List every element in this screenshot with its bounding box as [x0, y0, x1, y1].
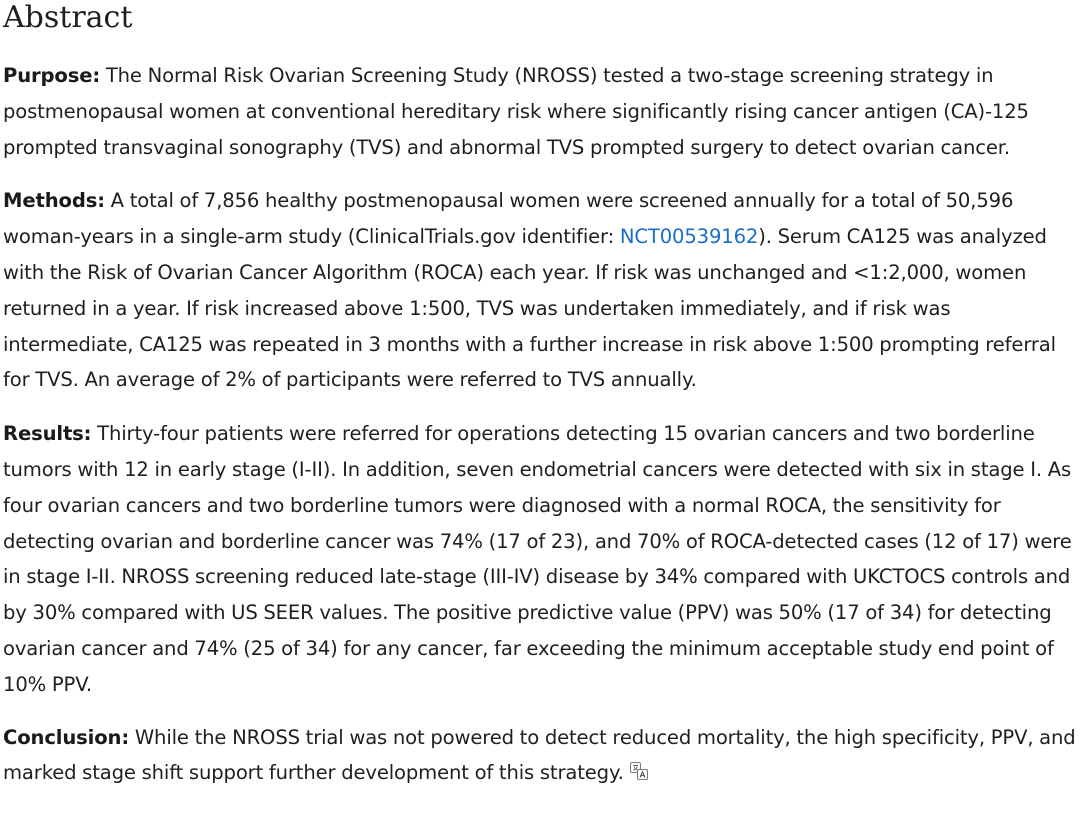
purpose-label: Purpose: [3, 64, 101, 87]
methods-text-before-link: A total of 7,856 healthy postmenopausal women were screened annually for a total of 50,596 woman-years in a single-arm study (ClinicalTrials.gov identifier: [3, 189, 1014, 249]
translate-icon[interactable] [630, 762, 648, 780]
results-paragraph [3, 416, 1076, 702]
clinical-trial-link[interactable]: NCT00539162 [619, 225, 759, 249]
results-text: Thirty-four patients were referred for operations detecting 15 ovarian cancers and two borderline tumors with 12 in early stage (I-II). In addition, seven endometrial cancers were detected with six in stage I. As four ovarian cancers and two borderline tumors were diagnosed with a normal ROCA, the sensitivity for detecting ovarian and borderline cancer was 74% (17 of 23), and 70% of ROCA-detected cases (12 of 17) were in stage I-II. NROSS screening reduced late-stage (III-IV) disease by 34% compared with UKCTOCS controls and by 30% compared with US SEER values. The positive predictive value (PPV) was 50% (17 of 34) for detecting ovarian cancer and 74% (25 of 34) for any cancer, far exceeding the minimum acceptable study end point of 10% PPV. [3, 422, 1072, 696]
conclusion-paragraph [3, 720, 1076, 792]
methods-text-after-link: ). Serum CA125 was analyzed with the Risk of Ovarian Cancer Algorithm (ROCA) each year. If risk was unchanged and <1:2,000, women returned in a year. If risk increased above 1:500, TVS was undertaken immediately, and if risk was intermediate, CA125 was repeated in 3 months with a further increase in risk above 1:500 prompting referral for TVS. An average of 2% of participants were referred to TVS annually. [3, 225, 1056, 392]
methods-label: Methods: [3, 189, 105, 213]
purpose-text: The Normal Risk Ovarian Screening Study (NROSS) tested a two-stage screening strategy in postmenopausal women at conventional hereditary risk where significantly rising cancer antigen (CA)-125 prompted transvaginal sonography (TVS) and abnormal TVS prompted surgery to detect ovarian cancer. [3, 64, 1029, 159]
abstract-heading: Abstract [3, 0, 133, 35]
purpose-paragraph [3, 58, 1076, 165]
methods-paragraph [3, 183, 1076, 398]
conclusion-label: Conclusion: [3, 725, 130, 749]
conclusion-text: While the NROSS trial was not powered to detect reduced mortality, the high specificity, PPV, and marked stage shift support further development of this strategy. [3, 725, 1076, 785]
results-label: Results: [3, 422, 92, 446]
